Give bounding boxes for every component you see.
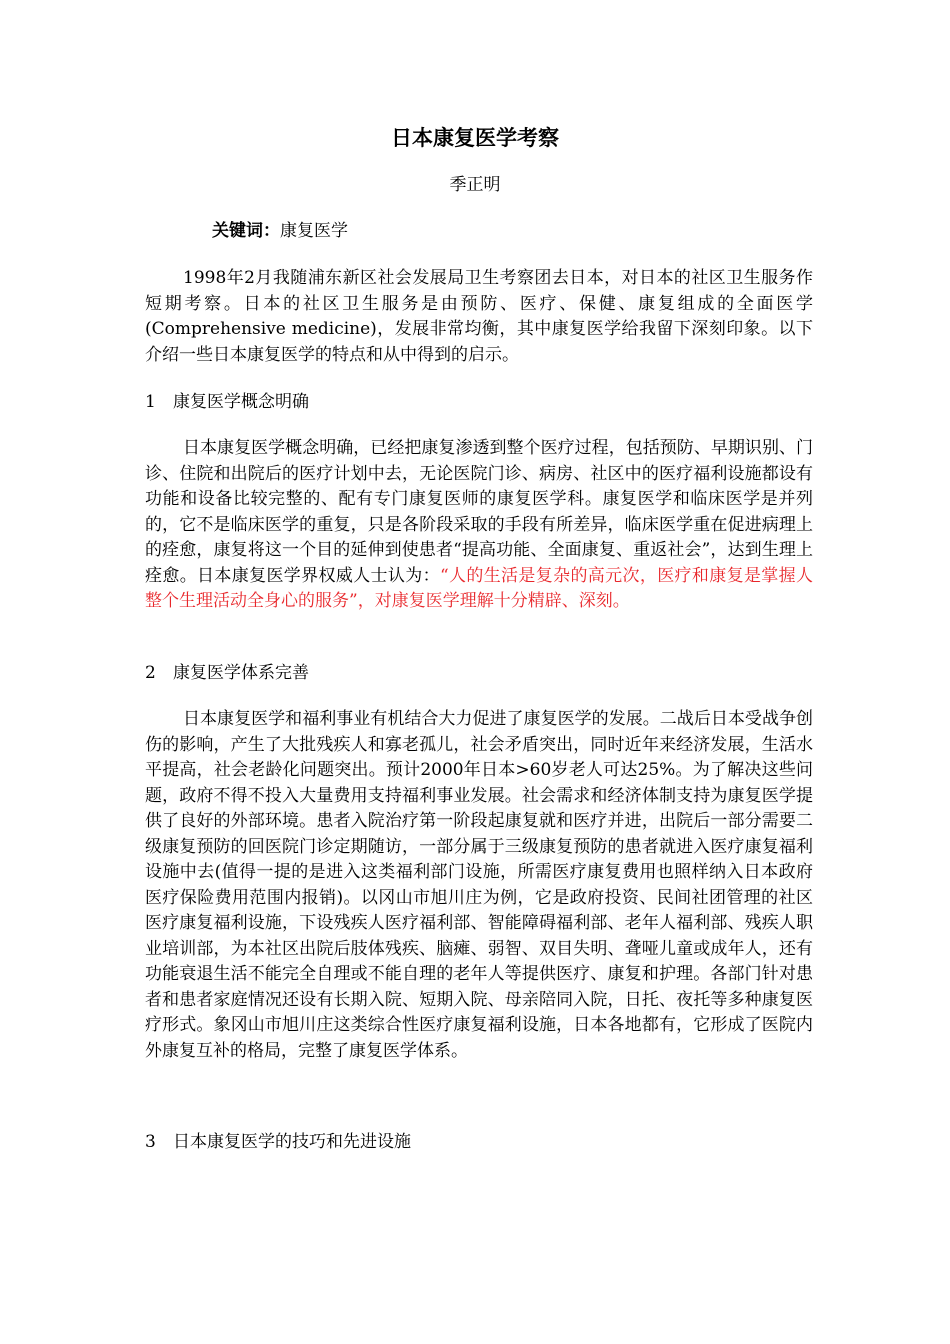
section-3-title: 日本康复医学的技巧和先进设施	[173, 1132, 411, 1152]
section-1-title: 康复医学概念明确	[173, 392, 309, 412]
keywords-line	[212, 219, 348, 243]
section-2-title: 康复医学体系完善	[173, 663, 309, 683]
section-2-heading	[145, 661, 309, 687]
document-title: 日本康复医学考察	[391, 126, 559, 150]
section-2-number: 2	[145, 663, 156, 683]
section-3-heading	[145, 1130, 411, 1156]
section-2-paragraph: 日本康复医学和福利事业有机结合大力促进了康复医学的发展。二战后日本受战争创伤的影响，产生了大批残疾人和寡老孤儿，社会矛盾突出，同时近年来经济发展，生活水平提高，社会老龄化问题突出。预计2000年日本>60岁老人可达25%。为了解决这些问题，政府不得不投入大量费用支持福利事业发展。社会需求和经济体制支持为康复医学提供了良好的外部环境。患者入院治疗第一阶段起康复就和医疗并进，出院后一部分需要二级康复预防的回医院门诊定期随访，一部分属于三级康复预防的患者就进入医疗康复福利设施中去(值得一提的是进入这类福利部门设施，所需医疗康复费用也照样纳入日本政府医疗保险费用范围内报销)。以冈山市旭川庄为例，它是政府投资、民间社团管理的社区医疗康复福利设施，下设残疾人医疗福利部、智能障碍福利部、老年人福利部、残疾人职业培训部，为本社区出院后肢体残疾、脑瘫、弱智、双目失明、聋哑儿童或成年人，还有功能衰退生活不能完全自理或不能自理的老年人等提供医疗、康复和护理。各部门针对患者和患者家庭情况还设有长期入院、短期入院、母亲陪同入院，日托、夜托等多种康复医疗形式。象冈山市旭川庄这类综合性医疗康复福利设施，日本各地都有，它形成了医院内外康复互补的格局，完整了康复医学体系。	[145, 709, 813, 1061]
intro-paragraph: 1998年2月我随浦东新区社会发展局卫生考察团去日本，对日本的社区卫生服务作短期考察。日本的社区卫生服务是由预防、医疗、保健、康复组成的全面医学(Comprehensive medicine)，发展非常均衡，其中康复医学给我留下深刻印象。以下介绍一些日本康复医学的特点和从中得到的启示。	[145, 268, 813, 365]
section-1-paragraph	[145, 436, 813, 615]
section-1-body: 日本康复医学概念明确，已经把康复渗透到整个医疗过程，包括预防、早期识别、门诊、住院和出院后的医疗计划中去，无论医院门诊、病房、社区中的医疗福利设施都设有功能和设备比较完整的、配有专门康复医师的康复医学科。康复医学和临床医学是并列的，它不是临床医学的重复，只是各阶段采取的手段有所差异，临床医学重在促进病理上的痊愈，康复将这一个目的延伸到使患者“提高功能、全面康复、重返社会”，达到生理上痊愈。日本康复医学界权威人士认为：	[145, 438, 813, 586]
keywords-label: 关键词：	[212, 221, 280, 241]
section-1-heading	[145, 390, 309, 416]
section-1-number: 1	[145, 392, 156, 412]
author-name: 季正明	[449, 175, 501, 195]
section-1-highlighted-quote: “人的生活是复杂的高元次，医疗和康复是掌握人整个生理活动全身心的服务”，对康复医学理解十分精辟、深刻。	[145, 565, 813, 611]
section-3-number: 3	[145, 1132, 156, 1152]
keywords-value: 康复医学	[280, 221, 348, 241]
